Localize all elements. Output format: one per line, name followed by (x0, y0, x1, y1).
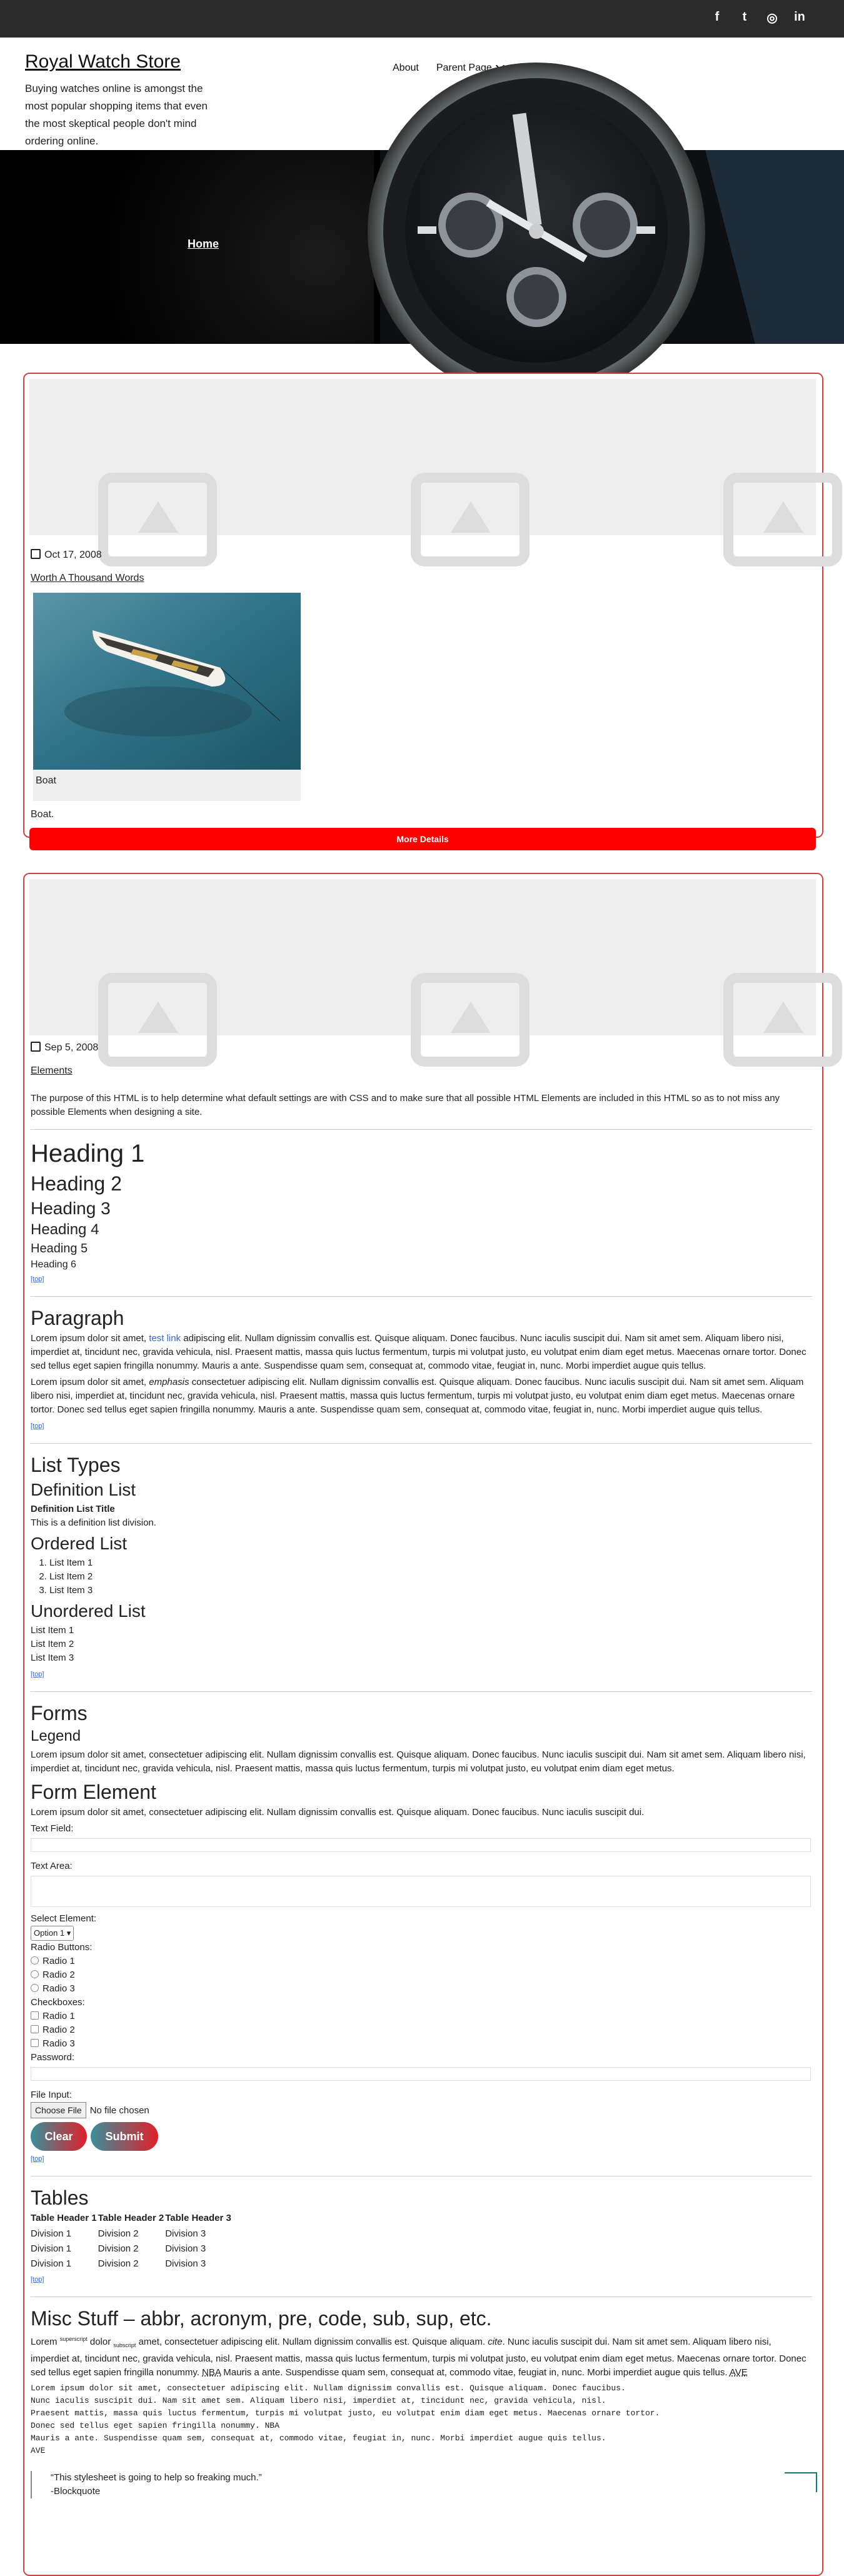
misc-text: . Nunc iaculis suscipit dui. Nam sit amet sem. Aliquam libero nisi, imperdiet at, tincidunt nec, gravida vehicula, nisl. Praesent mattis, massa quis luctus fermentum, turpis mi volutpat justo, eu volutpat enim diam eget metus. Maecenas ornare tortor. Donec sed tellus eget sapien fringilla nonummy. (31, 2337, 806, 2378)
post-date-text: Sep 5, 2008 (44, 1042, 99, 1053)
password-label: Password: (31, 2052, 75, 2063)
radio-text: Radio 2 (43, 1970, 75, 1980)
top-link[interactable]: [top] (31, 2155, 44, 2163)
checkbox-text: Radio 2 (43, 2025, 75, 2035)
para2-text-b: consectetuer adipiscing elit. Nullam dignissim convallis est. Quisque aliquam. Donec faucibus. Nunc iaculis suscipit dui. Nam sit amet sem. Aliquam libero nisi, imperdiet at, tincidunt nec, gravida vehicula, nisl. Praesent mattis, massa quis luctus fermentum, turpis mi volutpat justo, eu volutpat enim diam eget metus. Maecenas ornare tortor. Donec sed tellus eget sapien fringilla nonummy. Mauris a ante. Suspendisse quam sem, consequat at, commodo vitae, feugiat in, nunc. Morbi imperdiet augue quis tellus. (31, 1377, 804, 1415)
table-header-row (31, 2211, 233, 2226)
radio-button[interactable] (31, 1970, 39, 1978)
list-item: 1. List Item 1 (49, 1556, 812, 1570)
definition-title: Definition List Title (31, 1504, 115, 1514)
pre-line: AVE (31, 2446, 46, 2455)
top-link[interactable]: [top] (31, 1422, 44, 1430)
radio-label: Radio Buttons: (31, 1942, 93, 1953)
para1-text-b: adipiscing elit. Nullam dignissim convallis est. Quisque aliquam. Donec faucibus. Nunc iaculis suscipit dui. Nam sit amet sem. Aliquam libero nisi, imperdiet at, tincidunt nec, gravida vehicula, nisl. Praesent mattis, massa quis luctus fermentum, turpis mi volutpat justo, eu volutpat enim diam eget metus. Maecenas ornare tortor. Donec sed tellus eget sapien fringilla nonummy. Mauris a ante. Suspendisse quam sem, consequat at, commodo vitae, feugiat in, nunc. Morbi imperdiet augue quis tellus. (31, 1333, 806, 1371)
radio-option[interactable] (31, 1955, 812, 1968)
list-item: List Item 2 (31, 1639, 74, 1649)
clear-button[interactable]: Clear (31, 2122, 87, 2151)
hero-banner (0, 150, 844, 344)
nav-item-about[interactable]: About (393, 63, 419, 73)
site-tagline: Buying watches online is amongst the most popular shopping items that even the most skeptical people don't mind ordering online. (25, 83, 208, 147)
tables-heading: Tables (31, 2186, 89, 2209)
twitter-icon[interactable]: t (742, 10, 747, 24)
definition-division: This is a definition list division. (31, 1517, 156, 1528)
post-title-link[interactable]: Worth A Thousand Words (31, 573, 144, 583)
misc-paragraph (31, 2332, 812, 2380)
facebook-icon[interactable]: f (715, 10, 720, 24)
instagram-icon[interactable]: ◎ (766, 11, 778, 25)
chevron-down-icon: ▾ (66, 1928, 71, 1938)
list-types-heading: List Types (31, 1454, 121, 1476)
top-link[interactable]: [top] (31, 2276, 44, 2283)
list-item: List Item 3 (31, 1653, 74, 1663)
post-date (31, 548, 102, 561)
social-links (710, 10, 806, 26)
table-header: Table Header 1 (31, 2213, 97, 2223)
table-row (31, 2241, 233, 2257)
para2-text-a: Lorem ipsum dolor sit amet, (31, 1377, 149, 1387)
heading-1: Heading 1 (31, 1140, 145, 1167)
list-item: 3. List Item 3 (49, 1584, 812, 1597)
list-item: 2. List Item 2 (49, 1570, 812, 1584)
radio-option[interactable] (31, 1982, 812, 1996)
text-field-input[interactable] (31, 1838, 811, 1852)
heading-4: Heading 4 (31, 1221, 99, 1238)
checkbox-option[interactable] (31, 2023, 812, 2037)
heading-3: Heading 3 (31, 1199, 111, 1218)
table-cell: Division 3 (165, 2228, 206, 2239)
featured-image-placeholder (29, 879, 816, 1035)
scroll-top-marker[interactable] (785, 2472, 817, 2492)
file-input (31, 2102, 812, 2118)
heading-2: Heading 2 (31, 1172, 122, 1195)
radio-button[interactable] (31, 1956, 39, 1965)
paragraph-heading: Paragraph (31, 1307, 124, 1329)
paragraph-2 (31, 1376, 812, 1417)
radio-text: Radio 3 (43, 1983, 75, 1994)
data-table (31, 2211, 233, 2272)
calendar-icon (31, 549, 41, 559)
choose-file-button[interactable]: Choose File (31, 2102, 86, 2118)
image-icon (411, 973, 530, 1067)
checkbox-text: Radio 3 (43, 2038, 75, 2049)
post-date (31, 1040, 98, 1054)
ordered-list (31, 1556, 812, 1597)
checkbox-option[interactable] (31, 2037, 812, 2051)
boat-image (33, 593, 301, 770)
pre-line: Mauris a ante. Suspendisse quam sem, consequat at, commodo vitae, feugiat in, nunc. Morbi imperdiet augue quis tellus. (31, 2433, 606, 2443)
calendar-icon (31, 1042, 41, 1052)
quote-text: “This stylesheet is going to help so freaking much.” (51, 2472, 262, 2483)
image-icon (411, 473, 530, 566)
post-excerpt: Boat. (31, 809, 54, 820)
image-icon (98, 973, 217, 1067)
divider (31, 1129, 812, 1130)
checkbox-option[interactable] (31, 2010, 812, 2023)
misc-heading: Misc Stuff – abbr, acronym, pre, code, sub, sup, etc. (31, 2307, 492, 2330)
post-date-text: Oct 17, 2008 (44, 550, 102, 560)
select-value: Option 1 (34, 1928, 65, 1938)
more-details-button[interactable]: More Details (29, 828, 816, 850)
cite-text: cite (488, 2337, 503, 2347)
no-file-text: No file chosen (89, 2105, 149, 2116)
post-card-1 (23, 373, 823, 844)
table-cell: Division 1 (31, 2228, 72, 2239)
heading-5: Heading 5 (31, 1242, 88, 1255)
checkbox-text: Radio 1 (43, 2011, 75, 2021)
radio-button[interactable] (31, 1984, 39, 1992)
table-row (31, 2226, 233, 2241)
table-cell: Division 2 (98, 2243, 139, 2254)
top-link[interactable]: [top] (31, 1275, 44, 1283)
unordered-list (31, 1624, 812, 1665)
top-bar (0, 0, 844, 38)
list-item: List Item 1 (31, 1625, 74, 1636)
top-link[interactable]: [top] (31, 1671, 44, 1678)
test-link[interactable]: test link (149, 1333, 181, 1344)
post-figure (33, 593, 301, 801)
hero-home-link[interactable]: Home (188, 238, 219, 250)
image-icon (98, 473, 217, 566)
heading-6: Heading 6 (31, 1259, 76, 1270)
post-title-link[interactable]: Elements (31, 1065, 73, 1076)
pre-line: Lorem ipsum dolor sit amet, consectetuer adipiscing elit. Nullam dignissim convallis est. Quisque aliquam. Donec faucibus. (31, 2383, 626, 2393)
table-row (31, 2257, 233, 2272)
password-input[interactable] (31, 2067, 811, 2081)
table-cell: Division 3 (165, 2243, 206, 2254)
intro-text: The purpose of this HTML is to help determine what default settings are with CSS and to make sure that all possible HTML Elements are included in this HTML so as to not miss any possible Elements when designing a site. (31, 1093, 780, 1117)
nav-parent-label: Parent Page (436, 63, 492, 73)
pre-line: Nunc iaculis suscipit dui. Nam sit amet sem. Aliquam libero nisi, imperdiet at, tincidunt nec, gravida vehicula, nisl. (31, 2396, 606, 2405)
misc-text: dolor (87, 2337, 114, 2347)
preformatted-text (31, 2382, 812, 2457)
abbr-nba: NBA (202, 2367, 221, 2378)
radio-option[interactable] (31, 1968, 812, 1982)
checkbox-label: Checkboxes: (31, 1997, 85, 2008)
hero-left-panel (0, 150, 374, 344)
superscript-text: superscript (59, 2336, 88, 2342)
watch-illustration (380, 150, 844, 344)
post-content (31, 1089, 812, 2498)
form-text: Lorem ipsum dolor sit amet, consectetuer adipiscing elit. Nullam dignissim convallis est. Quisque aliquam. Donec faucibus. Nunc iaculis suscipit dui. (31, 1807, 645, 1818)
table-cell: Division 1 (31, 2243, 72, 2254)
site-title[interactable]: Royal Watch Store (25, 51, 181, 72)
misc-text: Lorem (31, 2337, 60, 2347)
image-icon (723, 973, 842, 1067)
form-element-heading: Form Element (31, 1781, 156, 1803)
post-card-2 (23, 873, 823, 2576)
divider (31, 1691, 812, 1692)
legend-text: Lorem ipsum dolor sit amet, consectetuer adipiscing elit. Nullam dignissim convallis est. Quisque aliquam. Donec faucibus. Nunc iaculis suscipit dui. Nam sit amet sem. Aliquam libero nisi, imperdiet at, tincidunt nec, gravida vehicula, nisl. Praesent mattis, massa quis luctus fermentum, turpis mi volutpat justo, eu volutpat enim diam eget metus. (31, 1749, 806, 1774)
table-header: Table Header 2 (98, 2213, 164, 2223)
text-field-label: Text Field: (31, 1823, 74, 1834)
divider (31, 1443, 812, 1444)
checkbox[interactable] (31, 2025, 39, 2033)
divider (31, 1296, 812, 1297)
unordered-list-heading: Unordered List (31, 1601, 146, 1621)
checkbox[interactable] (31, 2011, 39, 2020)
pre-line: Donec sed tellus eget sapien fringilla nonummy. NBA (31, 2421, 279, 2430)
subscript-text: subscript (113, 2342, 136, 2348)
misc-text: amet, consectetuer adipiscing elit. Nullam dignissim convallis est. Quisque aliquam. (136, 2337, 488, 2347)
para1-text-a: Lorem ipsum dolor sit amet, (31, 1333, 149, 1344)
blockquote (31, 2471, 812, 2498)
table-cell: Division 2 (98, 2228, 139, 2239)
select-label: Select Element: (31, 1913, 97, 1924)
watch-image (380, 150, 844, 344)
site-branding (25, 51, 225, 150)
submit-button[interactable]: Submit (91, 2122, 158, 2151)
table-header: Table Header 3 (165, 2213, 231, 2223)
forms-heading: Forms (31, 1702, 88, 1724)
text-area-input[interactable] (31, 1876, 811, 1907)
quote-attribution: -Blockquote (51, 2486, 101, 2497)
featured-image-placeholder (29, 379, 816, 535)
pre-line: Praesent mattis, massa quis luctus fermentum, turpis mi volutpat justo, eu volutpat enim diam eget metus. Maecenas ornare tortor. (31, 2408, 660, 2418)
legend-heading: Legend (31, 1728, 81, 1744)
table-cell: Division 3 (165, 2258, 206, 2269)
form-buttons (31, 2122, 812, 2151)
select-dropdown[interactable] (31, 1926, 74, 1941)
radio-text: Radio 1 (43, 1956, 75, 1966)
ordered-list-heading: Ordered List (31, 1534, 128, 1553)
table-cell: Division 1 (31, 2258, 72, 2269)
checkbox[interactable] (31, 2039, 39, 2047)
text-area-label: Text Area: (31, 1861, 73, 1871)
abbr-ave: AVE (729, 2367, 748, 2378)
paragraph-1 (31, 1332, 812, 1373)
linkedin-icon[interactable]: in (794, 10, 805, 24)
misc-text: Mauris a ante. Suspendisse quam sem, consequat at, commodo vitae, feugiat in, nunc. Morbi imperdiet augue quis tellus. (221, 2367, 730, 2378)
file-input-label: File Input: (31, 2090, 72, 2100)
emphasis-text: emphasis (149, 1377, 189, 1387)
definition-list-heading: Definition List (31, 1480, 136, 1499)
image-icon (723, 473, 842, 566)
table-cell: Division 2 (98, 2258, 139, 2269)
figure-caption: Boat (36, 775, 56, 786)
